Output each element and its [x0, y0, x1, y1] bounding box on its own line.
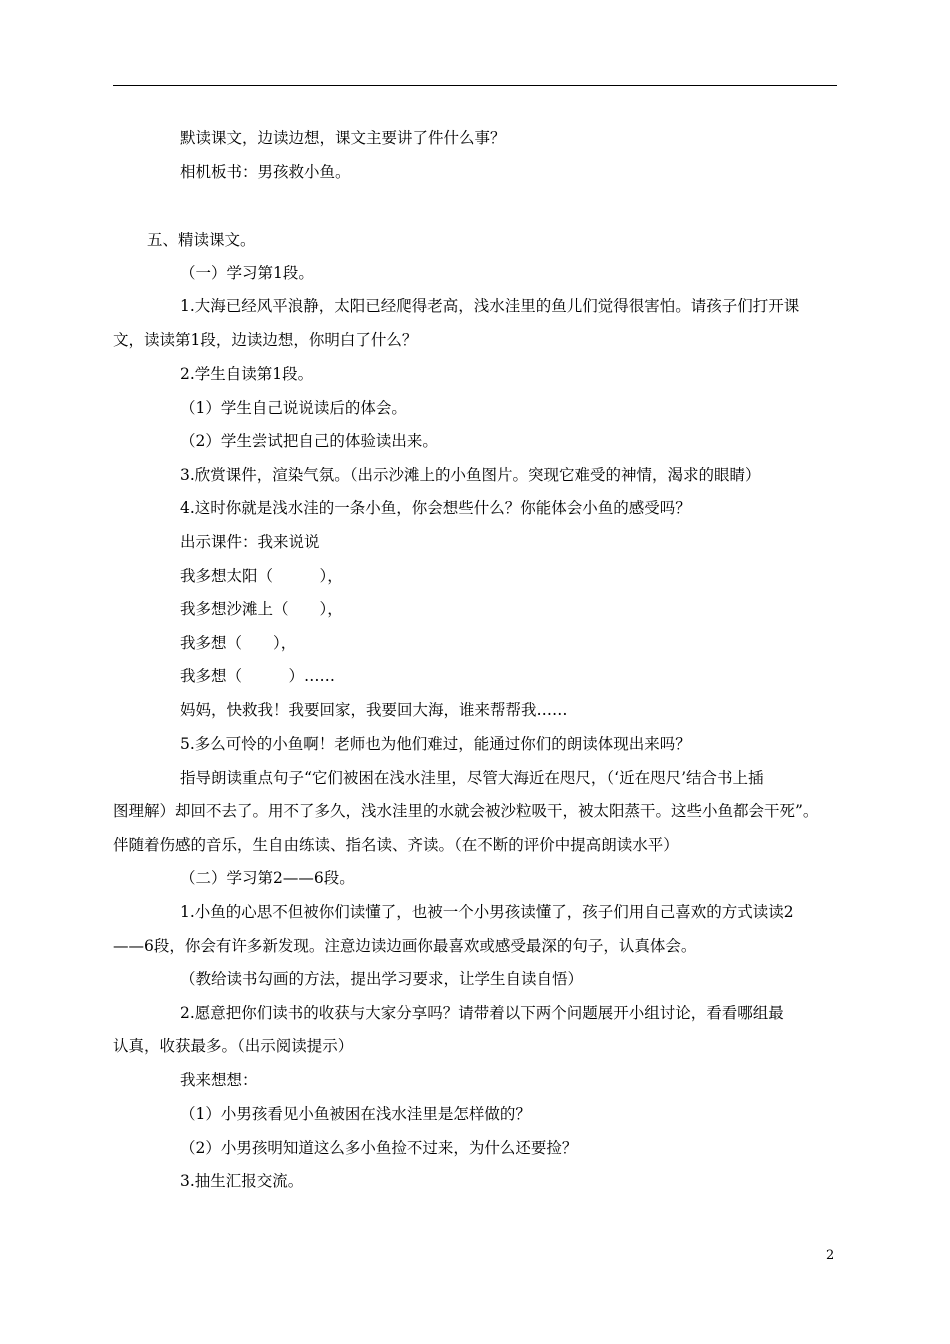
text-line: （1）小男孩看见小鱼被困在浅水洼里是怎样做的？ — [180, 1105, 531, 1123]
text-line: （2）学生尝试把自己的体验读出来。 — [180, 432, 438, 450]
text-line: 伴随着伤感的音乐，生自由练读、指名读、齐读。（在不断的评价中提高朗读水平） — [113, 836, 679, 854]
text-line: 出示课件：我来说说 — [180, 533, 320, 551]
text-line: 4.这时你就是浅水洼的一条小鱼，你会想些什么？你能体会小鱼的感受吗？ — [180, 499, 691, 517]
header-rule — [113, 85, 837, 86]
text-line: 3.抽生汇报交流。 — [180, 1172, 304, 1190]
text-line: 相机板书：男孩救小鱼。 — [180, 163, 351, 181]
text-line: 5.多么可怜的小鱼啊！老师也为他们难过，能通过你们的朗读体现出来吗？ — [180, 735, 691, 753]
text-line: ——6段，你会有许多新发现。注意边读边画你最喜欢或感受最深的句子，认真体会。 — [113, 937, 697, 955]
text-line: 文，读读第1段，边读边想，你明白了什么？ — [113, 331, 418, 349]
subsection-heading: （一）学习第1段。 — [180, 264, 314, 282]
text-line: 3.欣赏课件，渲染气氛。（出示沙滩上的小鱼图片。突现它难受的神情，渴求的眼睛） — [180, 466, 761, 484]
text-line: 我多想（ ）， — [180, 634, 297, 652]
text-line: 1.大海已经风平浪静，太阳已经爬得老高，浅水洼里的鱼儿们觉得很害怕。请孩子们打开课 — [180, 297, 800, 315]
text-line: （1）学生自己说说读后的体会。 — [180, 399, 407, 417]
text-line: 我多想（ ）…… — [180, 667, 336, 685]
text-line: （2）小男孩明知道这么多小鱼捡不过来，为什么还要捡？ — [180, 1139, 578, 1157]
text-line: 我多想沙滩上（ ）， — [180, 600, 343, 618]
text-line: （教给读书勾画的方法，提出学习要求，让学生自读自悟） — [180, 970, 584, 988]
text-line: 妈妈，快救我！我要回家，我要回大海，谁来帮帮我…… — [180, 701, 568, 719]
text-line: 认真，收获最多。（出示阅读提示） — [113, 1037, 354, 1055]
text-line: 1.小鱼的心思不但被你们读懂了，也被一个小男孩读懂了，孩子们用自己喜欢的方式读读2 — [180, 903, 794, 921]
text-line: 默读课文，边读边想，课文主要讲了件什么事？ — [180, 129, 506, 147]
text-line: 图理解）却回不去了。用不了多久，浅水洼里的水就会被沙粒吸干，被太阳蒸干。这些小鱼都会干死”。 — [113, 802, 819, 820]
text-line: 指导朗读重点句子“它们被困在浅水洼里，尽管大海近在咫尺，（‘近在咫尺’结合书上插 — [180, 769, 764, 787]
text-line: 2.愿意把你们读书的收获与大家分享吗？请带着以下两个问题展开小组讨论，看看哪组最 — [180, 1004, 784, 1022]
section-heading: 五、精读课文。 — [147, 231, 256, 249]
page-number: 2 — [826, 1248, 835, 1263]
subsection-heading: （二）学习第2——6段。 — [180, 869, 355, 887]
text-line: 我来想想： — [180, 1071, 258, 1089]
text-line: 2.学生自读第1段。 — [180, 365, 314, 383]
text-line: 我多想太阳（ ）， — [180, 567, 343, 585]
